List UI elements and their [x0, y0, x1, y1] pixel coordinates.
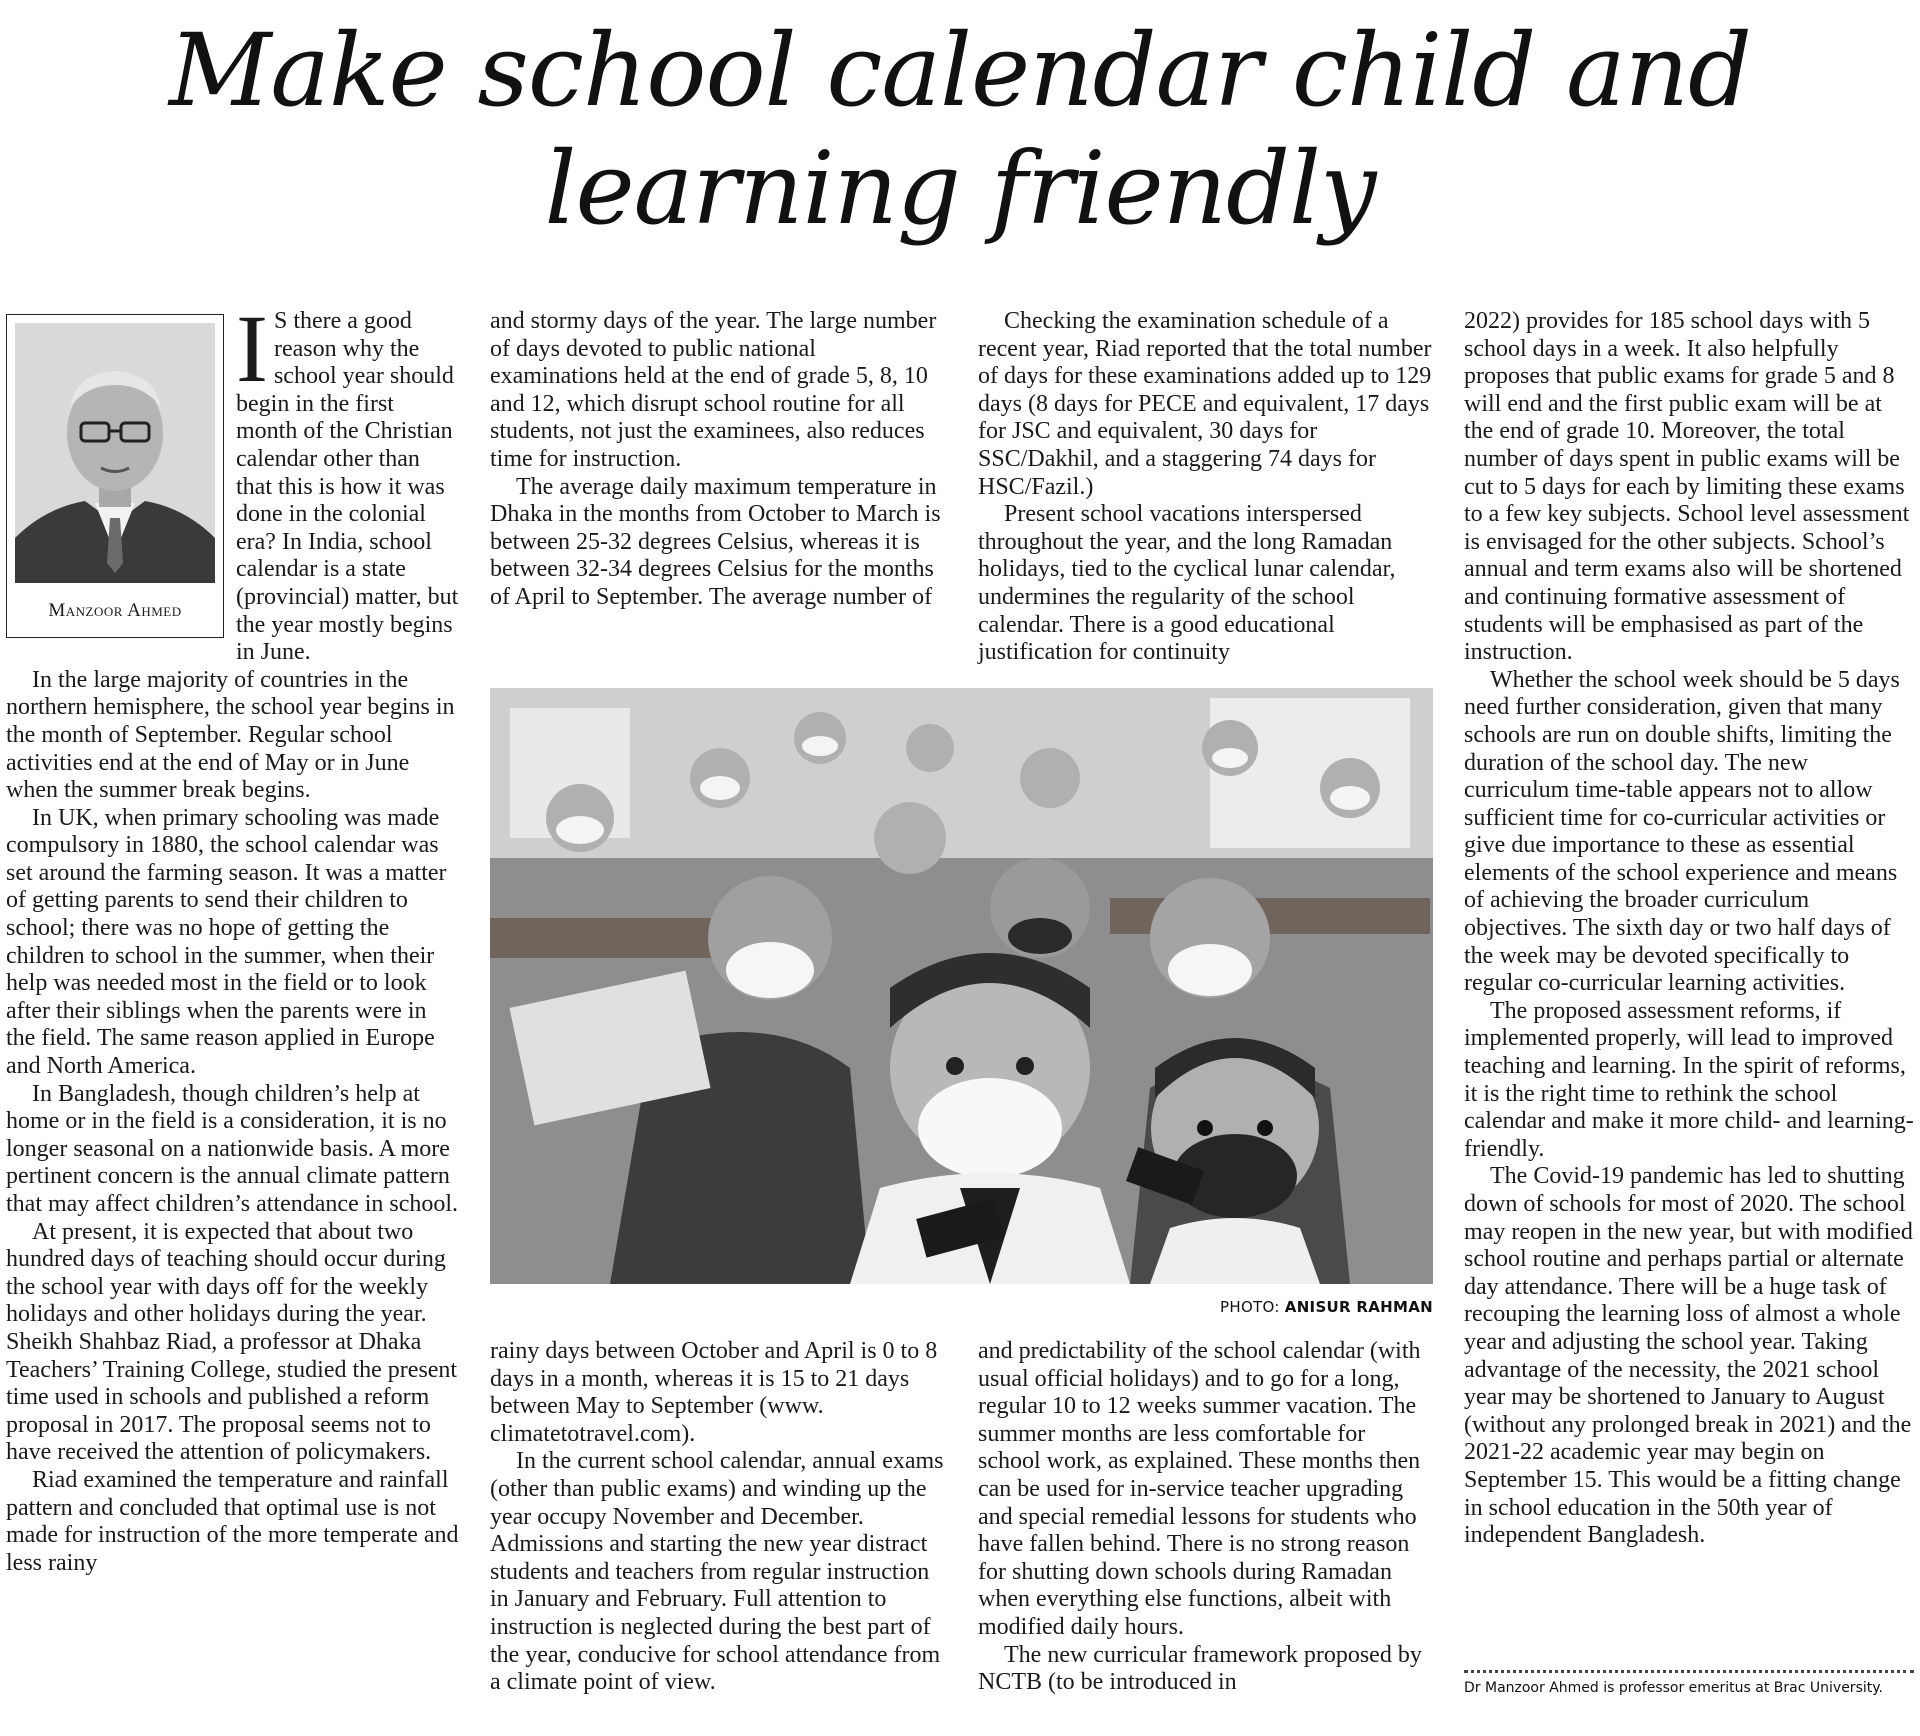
paragraph: rainy days between October and April is 0 to 8 days in a month, whereas it is 15 to 21 days between May to September (www. climatetotravel.com). [490, 1338, 938, 1447]
photo-credit-label: PHOTO: [1220, 1298, 1280, 1316]
headline: Make school calendar child and learning friendly [168, 12, 1752, 247]
paragraph: The Covid-19 pandemic has led to shutting down of schools for most of 2020. The school may reopen in the new year, but with modified school routine and perhaps partial or alternate day attendance. There will be a huge task of recouping the learning loss of almost a whole year and adjusting the school year. Taking advantage of the necessity, the 2021 school year may be shortened to January to August (without any prolonged break in 2021) and the 2021-22 academic year may begin on September 15. This would be a fitting change in school education in the 50th year of independent Bangladesh. [1464, 1163, 1913, 1549]
paragraph: Checking the examination schedule of a recent year, Riad reported that the total number of days for these examinations added up to 129 days (8 days for PECE and equivalent, 17 days for JSC and equivalent, 30 days for SSC/Dakhil, and a staggering 74 days for HSC/Fazil.) [978, 308, 1432, 500]
paragraph: 2022) provides for 185 school days with 5 school days in a week. It also helpfully proposes that public exams for grade 5 and 8 will end and the first public exam will be at the end of grade 10. Moreover, the total number of days spent in public exams will be cut to 5 days for each by limiting these exams to a few key subjects. School level assessment is envisaged for the other subjects. School’s annual and term exams also will be shortened and continuing formative assessment of students will be emphasised as part of the instruction. [1464, 308, 1910, 666]
paragraph: In Bangladesh, though children’s help at home or in the field is a consideration, it is no longer seasonal on a nationwide basis. A more pertinent concern is the annual climate pattern that may affect children’s attendance in school. [6, 1080, 459, 1217]
paragraph: The proposed assessment reforms, if implemented properly, will lead to improved teaching and learning. In the spirit of reforms, it is the right time to rethink the school calendar and make it more child- and learning-friendly. [1464, 997, 1914, 1162]
paragraph: The average daily maximum temperature in Dhaka in the months from October to March is between 25-32 degrees Celsius, whereas it is between 32-34 degrees Celsius for the months of April to September. The average number of [490, 473, 941, 610]
author-bio: Dr Manzoor Ahmed is professor emeritus at Brac University. [1464, 1680, 1883, 1696]
author-byline: Manzoor Ahmed [48, 600, 182, 621]
bio-divider [1464, 1670, 1914, 1673]
column-2-bottom [490, 1338, 945, 1697]
paragraph: The new curricular framework proposed by NCTB (to be introduced in [978, 1641, 1422, 1696]
classroom-photo [490, 688, 1433, 1284]
students-image [490, 688, 1433, 1284]
paragraph: Riad examined the temperature and rainfall pattern and concluded that optimal use is not made for instruction of the more temperate and less rainy [6, 1466, 459, 1576]
paragraph: In the large majority of countries in the northern hemisphere, the school year begins in the month of September. Regular school activities end at the end of May or in June when the summer break begins. [6, 666, 455, 804]
paragraph: In the current school calendar, annual exams (other than public exams) and winding up the year occupy November and December. Admissions and starting the new year distract students and teachers from regular instruction in January and February. Full attention to instruction is neglected during the best part of the year, conducive for school attendance from a climate point of view. [490, 1448, 944, 1696]
author-photo [15, 323, 215, 583]
column-3-top [978, 308, 1433, 667]
paragraph: and stormy days of the year. The large number of days devoted to public national examinations held at the end of grade 5, 8, 10 and 12, which disrupt school routine for all students, not just the examinees, also reduces time for instruction. [490, 308, 937, 472]
photo-credit [490, 1298, 1433, 1316]
column-4 [1464, 308, 1914, 1550]
paragraph: and predictability of the school calendar (with usual official holidays) and to go for a long, regular 10 to 12 weeks summer vacation. The summer months are less comfortable for school work, as explained. These months then can be used for in-service teacher upgrading and special remedial lessons for students who have fallen behind. There is no strong reason for shutting down schools during Ramadan when everything else functions, albeit with modified daily hours. [978, 1338, 1421, 1640]
paragraph: Present school vacations interspersed throughout the year, and the long Ramadan holidays, tied to the cyclical lunar calendar, undermines the regularity of the school calendar. There is a good educational justification for continuity [978, 501, 1396, 666]
paragraph: At present, it is expected that about two hundred days of teaching should occur during the school year with days off for the weekly holidays and other holidays during the year. Sheikh Shahbaz Riad, a professor at Dhaka Teachers’ Training College, studied the present time used in schools and published a reform proposal in 2017. The proposal seems not to have received the attention of policymakers. [6, 1218, 458, 1466]
column-3-bottom [978, 1338, 1433, 1697]
column-1 [6, 295, 461, 1577]
author-portrait [6, 314, 224, 638]
photo-credit-name: ANISUR RAHMAN [1284, 1298, 1433, 1316]
paragraph: Whether the school week should be 5 days need further consideration, given that many schools are run on double shifts, limiting the duration of the school day. The new curriculum time-table appears not to allow sufficient time for co-curricular activities or give due importance to these as essential elements of the school experience and means of achieving the broader curriculum objectives. The sixth day or two half days of the week may be devoted specifically to regular co-curricular learning activities. [1464, 666, 1900, 997]
column-2-top [490, 308, 945, 612]
paragraph: S there a good reason why the school year should begin in the first month of the Christian calendar other than that this is how it was done in the colonial era? In India, school calendar is a state (provincial) matter, but the year mostly begins in June. [236, 308, 459, 666]
paragraph: In UK, when primary schooling was made compulsory in 1880, the school calendar was set around the farming season. It was a matter of getting parents to send their children to school; there was no hope of getting the children to school in the summer, when their help was needed most in the field or to look after their siblings when the parents were in the field. The same reason applied in Europe and North America. [6, 804, 447, 1080]
drop-cap: I [236, 295, 268, 402]
